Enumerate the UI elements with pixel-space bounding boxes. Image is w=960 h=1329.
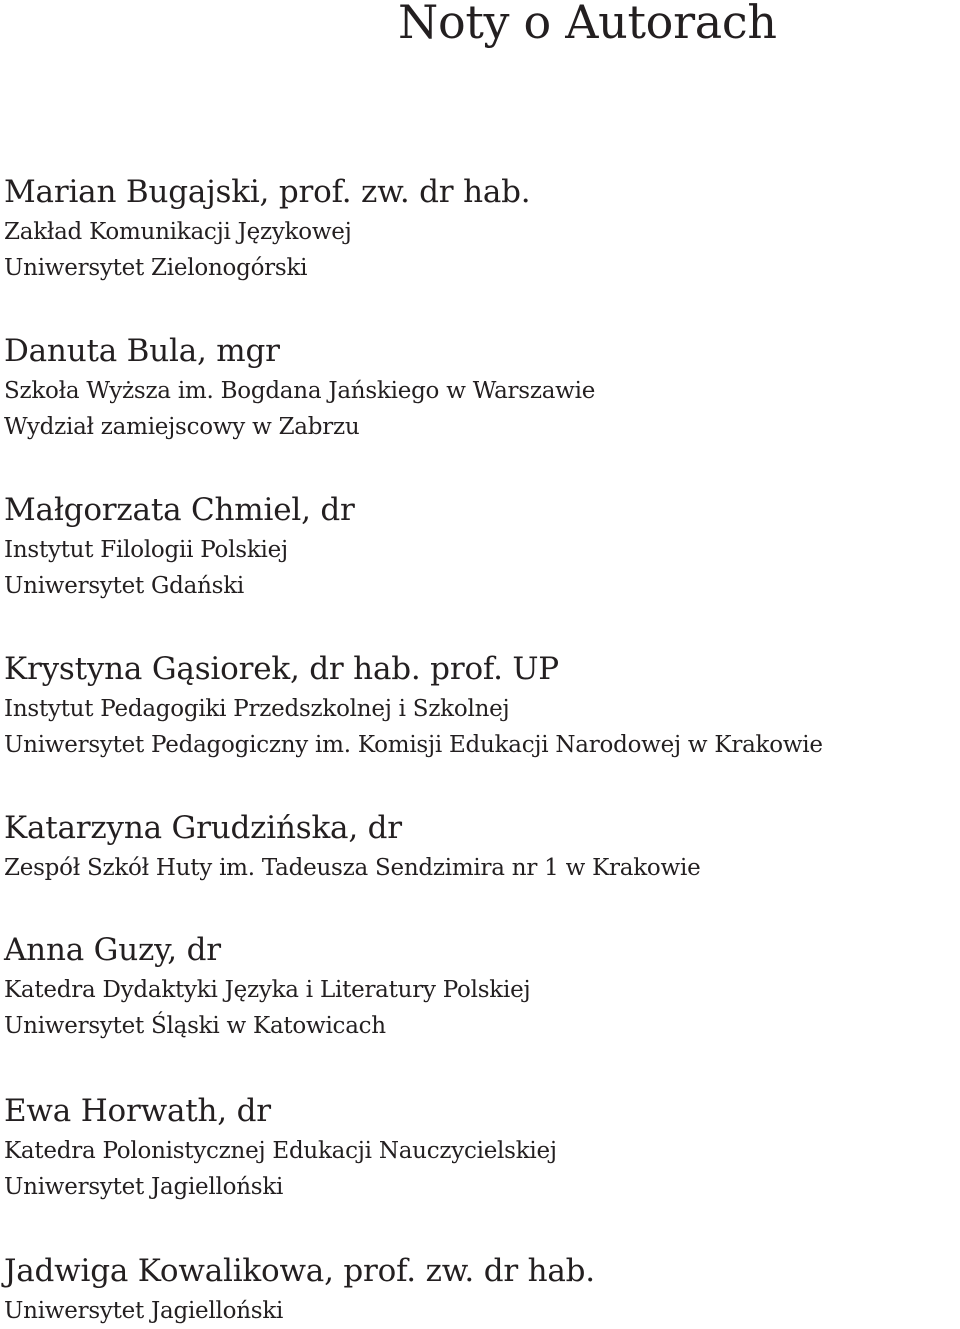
author-affiliation: Instytut Pedagogiki Przedszkolnej i Szkolnej	[4, 696, 510, 722]
author-affiliation: Katedra Polonistycznej Edukacji Nauczycielskiej	[4, 1138, 557, 1164]
author-name: Ewa Horwath, dr	[4, 1093, 271, 1129]
author-entry-horwath	[4, 1093, 960, 1205]
author-entry-guzy	[4, 932, 960, 1044]
author-affiliation: Uniwersytet Śląski w Katowicach	[4, 1013, 386, 1039]
author-affiliation: Zespół Szkół Huty im. Tadeusza Sendzimira nr 1 w Krakowie	[4, 855, 701, 881]
author-entry-kowalikowa	[4, 1253, 960, 1329]
author-entry-gasiorek	[4, 651, 960, 763]
author-affiliation: Wydział zamiejscowy w Zabrzu	[4, 414, 360, 440]
author-name: Małgorzata Chmiel, dr	[4, 492, 355, 528]
author-name: Krystyna Gąsiorek, dr hab. prof. UP	[4, 651, 559, 687]
author-affiliation: Uniwersytet Jagielloński	[4, 1298, 284, 1324]
author-affiliation: Uniwersytet Gdański	[4, 573, 245, 599]
author-affiliation: Zakład Komunikacji Językowej	[4, 219, 352, 245]
author-name: Katarzyna Grudzińska, dr	[4, 810, 402, 846]
author-affiliation: Szkoła Wyższa im. Bogdana Jańskiego w Warszawie	[4, 378, 596, 404]
author-entry-chmiel	[4, 492, 960, 604]
author-affiliation: Uniwersytet Jagielloński	[4, 1174, 284, 1200]
author-entry-grudzinska	[4, 810, 960, 886]
author-name: Danuta Bula, mgr	[4, 333, 280, 369]
author-name: Jadwiga Kowalikowa, prof. zw. dr hab.	[4, 1253, 595, 1289]
author-affiliation: Uniwersytet Zielonogórski	[4, 255, 308, 281]
author-entry-bugajski	[4, 174, 960, 286]
author-affiliation: Katedra Dydaktyki Języka i Literatury Polskiej	[4, 977, 531, 1003]
author-affiliation: Uniwersytet Pedagogiczny im. Komisji Edukacji Narodowej w Krakowie	[4, 732, 823, 758]
author-name: Marian Bugajski, prof. zw. dr hab.	[4, 174, 531, 210]
author-entry-bula	[4, 333, 960, 445]
author-affiliation: Instytut Filologii Polskiej	[4, 537, 288, 563]
author-name: Anna Guzy, dr	[4, 932, 221, 968]
page-title: Noty o Autorach	[398, 0, 777, 49]
